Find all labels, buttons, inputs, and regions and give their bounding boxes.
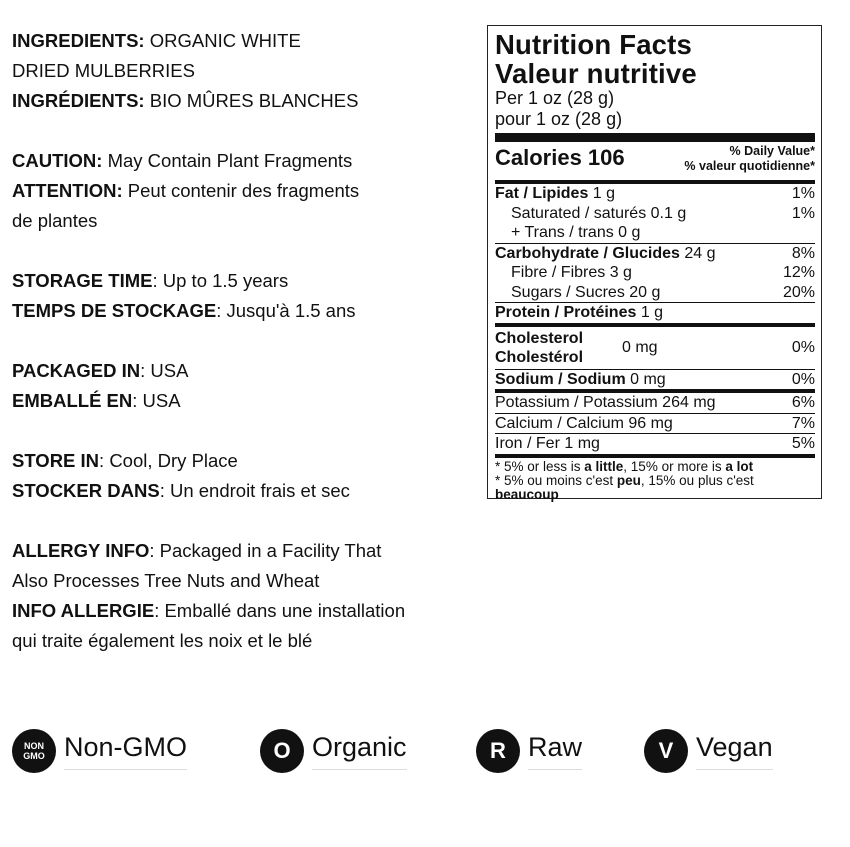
product-info [12, 26, 482, 656]
nutrition-title-en: Nutrition Facts [495, 29, 693, 60]
sodium-row: Sodium / Sodium 0 mg 0% [495, 370, 815, 388]
non-gmo-icon: NON GMO [12, 729, 56, 773]
calories-label: Calories 106 [495, 145, 625, 170]
caution-line: CAUTION: May Contain Plant Fragments [12, 150, 353, 171]
stocker-line: STOCKER DANS: Un endroit frais et sec [12, 480, 350, 501]
fat-row: Fat / Lipides 1 g 1% [495, 185, 815, 202]
badge-organic: O Organic [260, 729, 407, 773]
ingredients-line-2: DRIED MULBERRIES [12, 60, 195, 81]
iron-row: Iron / Fer 1 mg 5% [495, 435, 815, 452]
serving-size-en: Per 1 oz (28 g) [495, 88, 615, 108]
fibre-row: Fibre / Fibres 3 g 12% [511, 264, 815, 281]
nutrition-facts-table [487, 25, 822, 502]
organic-icon: O [260, 729, 304, 773]
packaged-line: PACKAGED IN: USA [12, 360, 189, 381]
allergie-line-2: qui traite également les noix et le blé [12, 630, 313, 651]
ingredients-line: INGREDIENTS: ORGANIC WHITE [12, 30, 301, 51]
serving-size-fr: pour 1 oz (28 g) [495, 109, 623, 129]
vegan-icon: V [644, 729, 688, 773]
saturated-row: Saturated / saturés 0.1 g 1% [511, 204, 815, 222]
protein-row: Protein / Protéines 1 g [495, 304, 664, 321]
stockage-line: TEMPS DE STOCKAGE: Jusqu'à 1.5 ans [12, 300, 356, 321]
carb-row: Carbohydrate / Glucides 24 g 8% [495, 244, 815, 262]
footnote: * 5% or less is a little, 15% or more is a lot * 5% ou moins c'est peu, 15% ou plus c'est beaucoup [495, 458, 754, 502]
daily-value-header: % Daily Value* % valeur quotidienne* [684, 144, 815, 173]
storage-line: STORAGE TIME: Up to 1.5 years [12, 270, 289, 291]
calcium-row: Calcium / Calcium 96 mg 7% [495, 414, 815, 432]
calories-row [495, 142, 815, 180]
attention-line-2: de plantes [12, 210, 98, 231]
allergy-line: ALLERGY INFO: Packaged in a Facility That [12, 540, 382, 561]
allergy-line-2: Also Processes Tree Nuts and Wheat [12, 570, 320, 591]
potassium-row: Potassium / Potassium 264 mg 6% [495, 394, 815, 411]
raw-icon: R [476, 729, 520, 773]
cholesterol-row: Cholesterol Cholestérol 0 mg 0% [495, 329, 815, 366]
trans-row: + Trans / trans 0 g [511, 224, 641, 241]
emballe-line: EMBALLÉ EN: USA [12, 390, 181, 411]
attention-line: ATTENTION: Peut contenir des fragments [12, 180, 360, 201]
nutrition-title-fr: Valeur nutritive [495, 58, 697, 89]
badge-raw: R Raw [476, 729, 582, 773]
store-line: STORE IN: Cool, Dry Place [12, 450, 238, 471]
badge-vegan: V Vegan [644, 729, 773, 773]
sugars-row: Sugars / Sucres 20 g 20% [511, 283, 815, 301]
badge-non-gmo: NON GMO Non-GMO [12, 729, 187, 773]
allergie-line: INFO ALLERGIE: Emballé dans une installation [12, 600, 406, 621]
product-badges [0, 729, 850, 777]
ingredients-fr-line: INGRÉDIENTS: BIO MÛRES BLANCHES [12, 90, 359, 111]
